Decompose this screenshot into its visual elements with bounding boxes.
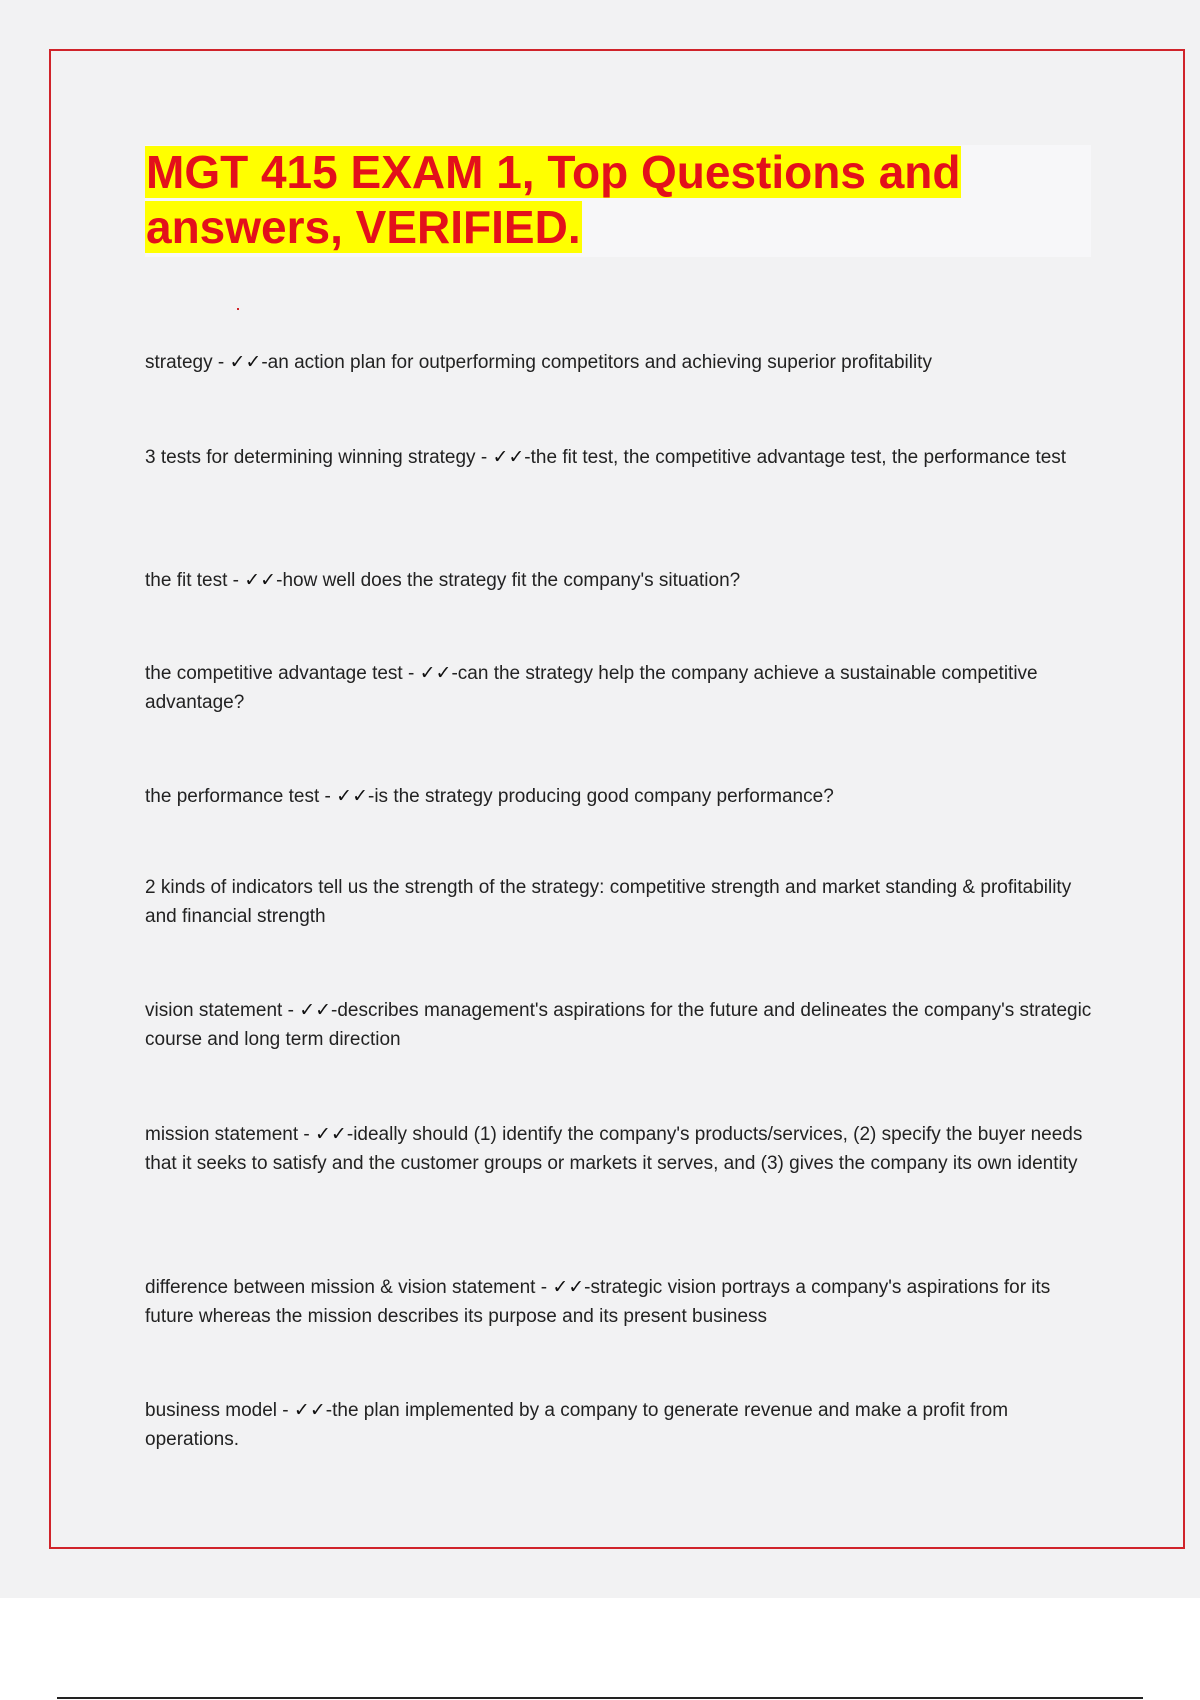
double-check-icon: ✓✓ [299, 999, 332, 1021]
double-check-icon: ✓✓ [552, 1276, 585, 1298]
double-check-icon: ✓✓ [229, 351, 262, 373]
double-check-icon: ✓✓ [419, 662, 452, 684]
double-check-icon: ✓✓ [293, 1399, 326, 1421]
qa-definition: how well does the strategy fit the company's situation? [282, 570, 741, 591]
qa-term: business model [145, 1400, 278, 1421]
qa-entry [145, 873, 1095, 931]
qa-entry: 3 tests for determining winning strategy - ✓✓-the fit test, the competitive advantage test, the performance test [145, 446, 1067, 468]
qa-entry: vision statement - ✓✓-describes management's aspirations for the future and delineates the company's strategic course and long term direction [145, 999, 1092, 1050]
qa-entry: strategy - ✓✓-an action plan for outperforming competitors and achieving superior profitability [145, 351, 932, 373]
title-block [145, 145, 1091, 257]
red-dot-mark [237, 308, 239, 310]
qa-term: vision statement [145, 1000, 283, 1021]
title-line-2: answers, VERIFIED. [146, 201, 581, 253]
qa-term: the competitive advantage test [145, 663, 403, 684]
double-check-icon: ✓✓ [315, 1123, 347, 1145]
qa-term: 3 tests for determining winning strategy [145, 447, 476, 468]
double-check-icon: ✓✓ [244, 569, 277, 591]
qa-entry: the performance test - ✓✓-is the strategy producing good company performance? [145, 785, 834, 807]
qa-term: difference between mission & vision statement [145, 1277, 536, 1298]
qa-definition: the fit test, the competitive advantage test, the performance test [530, 447, 1067, 468]
qa-definition: strategic vision portrays a company's aspirations for its future whereas the mission describes its purpose and its present business [145, 1277, 1051, 1327]
qa-entry: difference between mission & vision statement - ✓✓-strategic vision portrays a company's aspirations for its future whereas the mission describes its purpose and its present business [145, 1276, 1051, 1327]
qa-entry: the fit test - ✓✓-how well does the strategy fit the company's situation? [145, 569, 741, 591]
double-check-icon: ✓✓ [492, 446, 525, 468]
qa-definition: describes management's aspirations for the future and delineates the company's strategic course and long term direction [145, 1000, 1092, 1050]
bottom-divider [57, 1697, 1143, 1699]
double-check-icon: ✓✓ [336, 785, 368, 807]
document-title [145, 145, 1091, 255]
qa-definition: an action plan for outperforming competitors and achieving superior profitability [267, 352, 932, 373]
qa-term: the fit test [145, 570, 228, 591]
qa-text: 2 kinds of indicators tell us the strength of the strategy: competitive strength and market standing & profitability and financial strength [145, 877, 1072, 927]
qa-entry: mission statement - ✓✓-ideally should (1) identify the company's products/services, (2) specify the buyer needs that it seeks to satisfy and the customer groups or markets it serves, and (3) gives the company its own identity [145, 1123, 1083, 1174]
qa-term: mission statement [145, 1124, 299, 1145]
qa-entry: business model - ✓✓-the plan implemented by a company to generate revenue and make a profit from operations. [145, 1399, 1009, 1450]
title-line-1: MGT 415 EXAM 1, Top Questions and [146, 146, 961, 198]
qa-entry: the competitive advantage test - ✓✓-can the strategy help the company achieve a sustainable competitive advantage? [145, 662, 1038, 713]
qa-definition: ideally should (1) identify the company's products/services, (2) specify the buyer needs that it seeks to satisfy and the customer groups or markets it serves, and (3) gives the company its own identity [145, 1124, 1083, 1174]
qa-definition: is the strategy producing good company performance? [374, 786, 834, 807]
qa-term: strategy [145, 352, 213, 373]
qa-term: the performance test [145, 786, 320, 807]
qa-definition: the plan implemented by a company to generate revenue and make a profit from operations. [145, 1400, 1009, 1450]
qa-definition: can the strategy help the company achieve a sustainable competitive advantage? [145, 663, 1038, 713]
